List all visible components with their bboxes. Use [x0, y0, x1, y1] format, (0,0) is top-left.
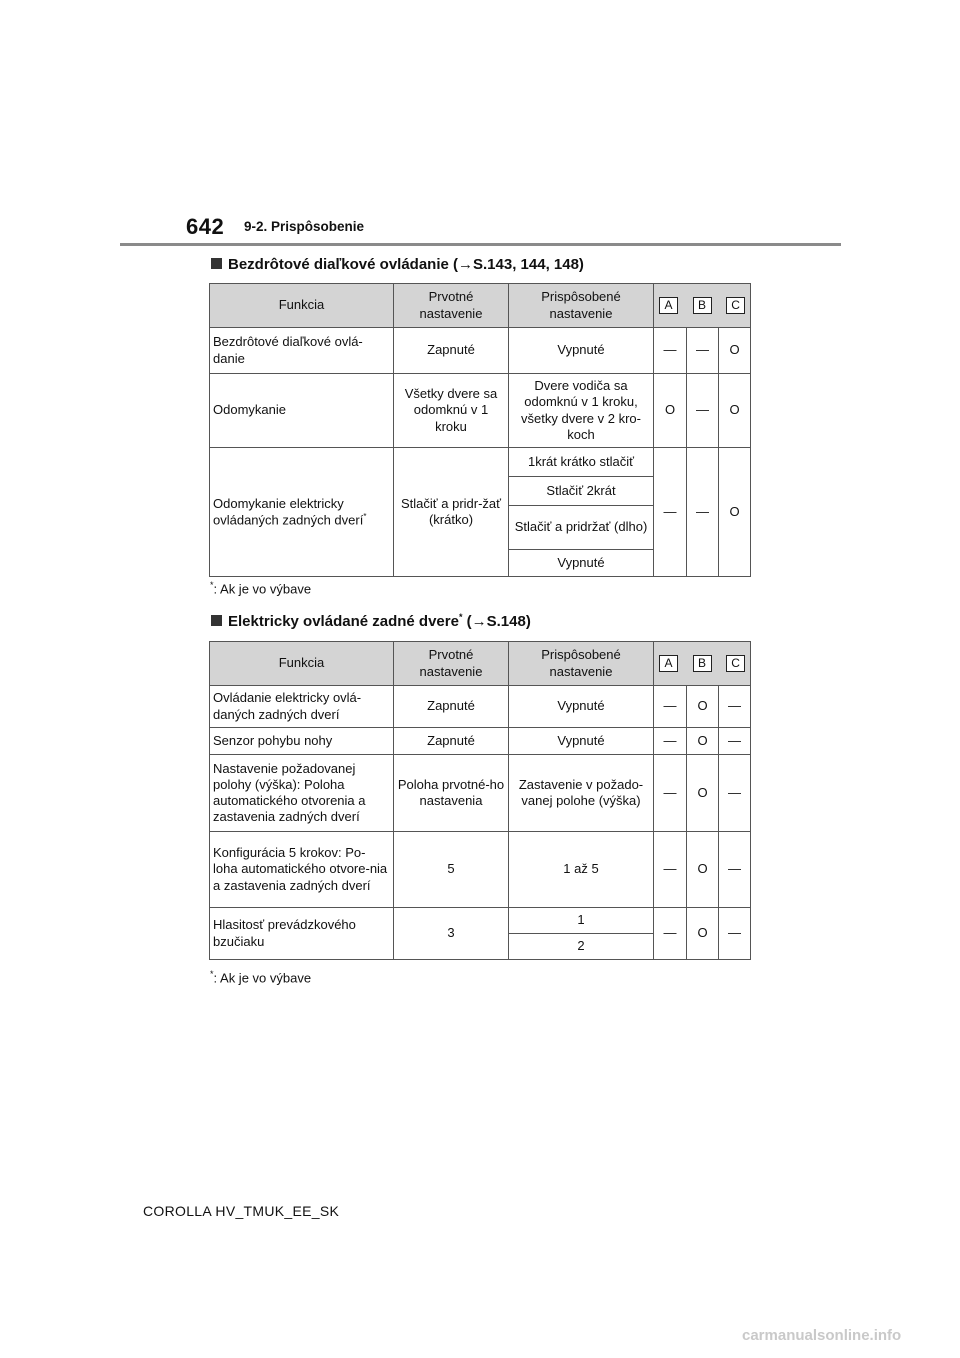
table-row — [210, 908, 751, 934]
cell-b: — — [687, 448, 719, 577]
cell-a: — — [654, 755, 687, 832]
footnote-mark: * — [458, 612, 463, 622]
box-b: B — [693, 297, 712, 314]
cell-a: O — [654, 374, 687, 448]
cell-c: O — [719, 448, 751, 577]
table-header-row — [210, 642, 751, 686]
col-abc — [654, 284, 751, 328]
cell-c: O — [719, 328, 751, 374]
cell-custom: Vypnuté — [509, 686, 654, 728]
cell-c: — — [719, 908, 751, 960]
cell-c: — — [719, 755, 751, 832]
chapter-title: 9-2. Prispôsobenie — [244, 219, 365, 234]
cell-default: Zapnuté — [394, 328, 509, 374]
table-row — [210, 832, 751, 908]
cell-custom: 1 až 5 — [509, 832, 654, 908]
cell-custom-option: 2 — [509, 934, 654, 960]
cell-a: — — [654, 328, 687, 374]
box-b: B — [693, 655, 712, 672]
cell-custom: Zastavenie v požado-vanej polohe (výška) — [509, 755, 654, 832]
table-row — [210, 374, 751, 448]
cell-function: Ovládanie elektricky ovlá-daných zadných dverí — [210, 686, 394, 728]
cell-default: 3 — [394, 908, 509, 960]
cell-c: — — [719, 728, 751, 755]
cell-function: Konfigurácia 5 krokov: Po-loha automatického otvore-nia a zastavenia zadných dverí — [210, 832, 394, 908]
cell-default: Poloha prvotné-ho nastavenia — [394, 755, 509, 832]
cell-a: — — [654, 908, 687, 960]
cell-c: O — [719, 374, 751, 448]
cell-custom: Dvere vodiča sa odomknú v 1 kroku, všetky dvere v 2 kro-koch — [509, 374, 654, 448]
square-bullet-icon — [211, 258, 222, 269]
footnote-text: : Ak je vo výbave — [213, 581, 312, 597]
box-a: A — [659, 297, 678, 314]
table-row — [210, 448, 751, 477]
box-c: C — [726, 297, 745, 314]
watermark: carmanualsonline.info — [742, 1327, 902, 1344]
document-footer: COROLLA HV_TMUK_EE_SK — [143, 1203, 340, 1219]
cell-custom-option: 1krát krátko stlačiť — [509, 448, 654, 477]
cell-function: Hlasitosť prevádzkového bzučiaku — [210, 908, 394, 960]
section-title-remote — [211, 256, 584, 273]
cell-custom-option: Stlačiť 2krát — [509, 477, 654, 506]
col-function: Funkcia — [210, 642, 394, 686]
footnote-mark: * — [210, 969, 214, 979]
table-row — [210, 728, 751, 755]
table-row — [210, 755, 751, 832]
col-default: Prvotné nastavenie — [394, 284, 509, 328]
box-a: A — [659, 655, 678, 672]
cell-default: Zapnuté — [394, 728, 509, 755]
cell-b: O — [687, 755, 719, 832]
cell-a: — — [654, 686, 687, 728]
tailgate-settings-table — [209, 641, 751, 960]
footnote — [210, 580, 311, 596]
cell-b: — — [687, 328, 719, 374]
cell-a: — — [654, 832, 687, 908]
remote-settings-table — [209, 283, 751, 577]
square-bullet-icon — [211, 615, 222, 626]
cell-function: Nastavenie požadovanej polohy (výška): Poloha automatického otvorenia a zastavenia zadných dverí — [210, 755, 394, 832]
table-header-row — [210, 284, 751, 328]
page-number: 642 — [186, 214, 225, 239]
section-title-ref: (→S.148) — [462, 613, 531, 630]
col-default: Prvotné nastavenie — [394, 642, 509, 686]
section-title-tailgate — [211, 612, 531, 630]
col-custom: Prispôsobené nastavenie — [509, 284, 654, 328]
cell-b: O — [687, 728, 719, 755]
table-row — [210, 686, 751, 728]
col-abc — [654, 642, 751, 686]
footnote-mark: * — [363, 511, 367, 521]
cell-function: Odomykanie — [210, 374, 394, 448]
cell-c: — — [719, 686, 751, 728]
cell-function: Senzor pohybu nohy — [210, 728, 394, 755]
footnote-text: : Ak je vo výbave — [213, 970, 312, 986]
cell-custom-option: Vypnuté — [509, 550, 654, 577]
cell-custom: Vypnuté — [509, 728, 654, 755]
footnote-mark: * — [210, 580, 214, 590]
box-c: C — [726, 655, 745, 672]
cell-a: — — [654, 448, 687, 577]
section-title-text: Elektricky ovládané zadné dvere — [228, 613, 459, 630]
cell-default: Zapnuté — [394, 686, 509, 728]
cell-function: Bezdrôtové diaľkové ovlá-danie — [210, 328, 394, 374]
cell-b: O — [687, 832, 719, 908]
cell-function-text: Odomykanie elektricky ovládaných zadných dverí — [213, 495, 364, 528]
col-function: Funkcia — [210, 284, 394, 328]
table-row — [210, 328, 751, 374]
cell-b: — — [687, 374, 719, 448]
header-rule — [120, 243, 841, 246]
cell-function — [210, 448, 394, 577]
cell-default: 5 — [394, 832, 509, 908]
cell-custom-option: Stlačiť a pridržať (dlho) — [509, 506, 654, 550]
cell-b: O — [687, 908, 719, 960]
cell-custom: Vypnuté — [509, 328, 654, 374]
cell-default: Stlačiť a pridr-žať (krátko) — [394, 448, 509, 577]
cell-b: O — [687, 686, 719, 728]
cell-custom-option: 1 — [509, 908, 654, 934]
cell-default: Všetky dvere sa odomknú v 1 kroku — [394, 374, 509, 448]
footnote — [210, 969, 311, 985]
cell-c: — — [719, 832, 751, 908]
section-title-text: Bezdrôtové diaľkové ovládanie (→S.143, 144, 148) — [228, 256, 584, 273]
col-custom: Prispôsobené nastavenie — [509, 642, 654, 686]
cell-a: — — [654, 728, 687, 755]
